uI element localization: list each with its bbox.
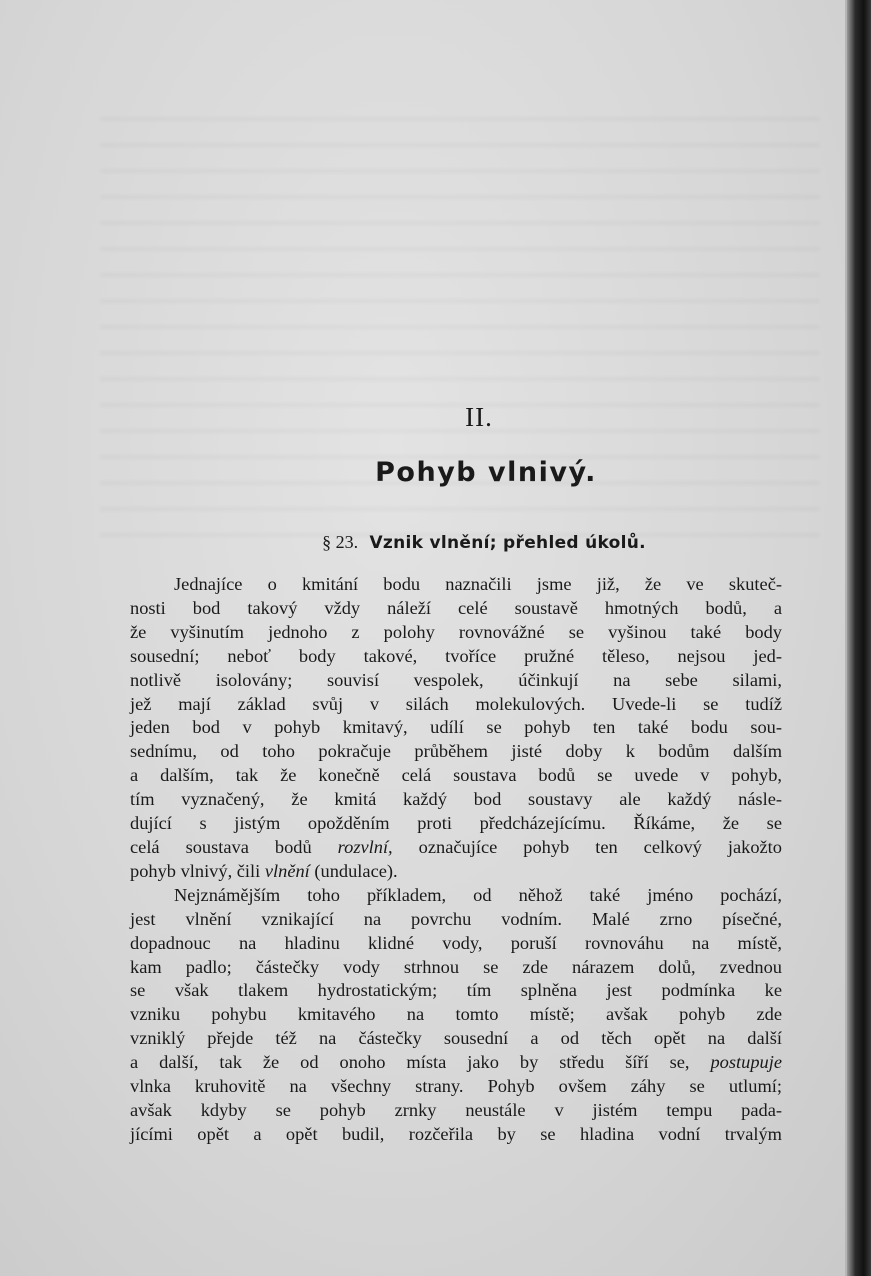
page-content — [130, 400, 782, 1147]
italic-term: vlnění — [264, 860, 310, 881]
text-line: Nejznámějším toho příkladem, od něhož také jméno pochází, — [174, 884, 782, 905]
text-line: jež mají základ svůj v silách molekulových. Uvede-li se tudíž — [130, 693, 782, 714]
text-fragment: pohyb vlnivý, čili — [130, 860, 265, 881]
text-line: notlivě isolovány; souvisí vespolek, účinkují na sebe silami, — [130, 669, 782, 690]
text-line: nosti bod takový vždy náleží celé soustavě hmotných bodů, a — [130, 597, 782, 618]
text-line: a dalším, tak že konečně celá soustava bodů se uvede v pohyb, — [130, 765, 782, 786]
text-line: sednímu, od toho pokračuje průběhem jisté doby k bodům dalším — [130, 741, 782, 762]
text-line: vzniklý přejde též na částečky sousední a od těch opět na další — [130, 1028, 782, 1049]
paragraph-2 — [130, 884, 782, 1147]
text-line: jícími opět a opět budil, rozčeřila by se hladina vodní trvalým — [130, 1123, 782, 1144]
text-fragment: označujíce pohyb ten celkový jakožto — [392, 836, 782, 857]
text-line: dující s jistým opožděním proti předcházejícímu. Říkáme, že se — [130, 813, 782, 834]
text-line — [130, 836, 782, 860]
chapter-numeral: II. — [465, 402, 493, 432]
text-fragment: celá soustava bodů — [130, 836, 338, 857]
text-line — [130, 1051, 782, 1075]
text-line: se však tlakem hydrostatickým; tím splněna jest podmínka ke — [130, 980, 782, 1001]
text-line: jeden bod v pohyb kmitavý, udílí se pohyb ten také bodu sou- — [130, 717, 782, 738]
paragraph-1 — [130, 573, 782, 884]
italic-term: rozvlní, — [337, 836, 393, 857]
text-line: kam padlo; částečky vody strhnou se zde nárazem dolů, zvednou — [130, 956, 782, 977]
text-line: sousední; neboť body takové, tvoříce pružné těleso, nejsou jed- — [130, 645, 782, 666]
text-line: Jednajíce o kmitání bodu naznačili jsme již, že ve skuteč- — [174, 574, 782, 594]
text-fragment: (undulace). — [309, 860, 398, 881]
text-line: dopadnouc na hladinu klidné vody, poruší rovnováhu na místě, — [130, 932, 782, 953]
text-line: avšak kdyby se pohyb zrnky neustále v jistém tempu pada- — [130, 1099, 782, 1120]
section-heading — [186, 530, 782, 555]
section-number: § 23. — [322, 532, 359, 552]
text-line: vlnka kruhovitě na všechny strany. Pohyb ovšem záhy se utlumí; — [130, 1076, 782, 1097]
text-line: jest vlnění vznikající na povrchu vodním. Malé zrno písečné, — [130, 908, 782, 929]
text-fragment: a další, tak že od onoho místa jako by středu šíří se, — [130, 1052, 711, 1073]
text-line: vzniku pohybu kmitavého na tomto místě; avšak pohyb zde — [130, 1004, 782, 1025]
chapter-title: Pohyb vlnivý. — [375, 457, 597, 488]
text-line — [130, 860, 782, 884]
text-line: tím vyznačený, že kmitá každý bod soustavy ale každý násle- — [130, 789, 782, 810]
book-binding-edge — [847, 0, 871, 1276]
italic-term: postupuje — [710, 1052, 782, 1073]
section-title: Vznik vlnění; přehled úkolů. — [369, 533, 646, 553]
text-line: že vyšinutím jednoho z polohy rovnovážné se vyšinou také body — [130, 621, 782, 642]
